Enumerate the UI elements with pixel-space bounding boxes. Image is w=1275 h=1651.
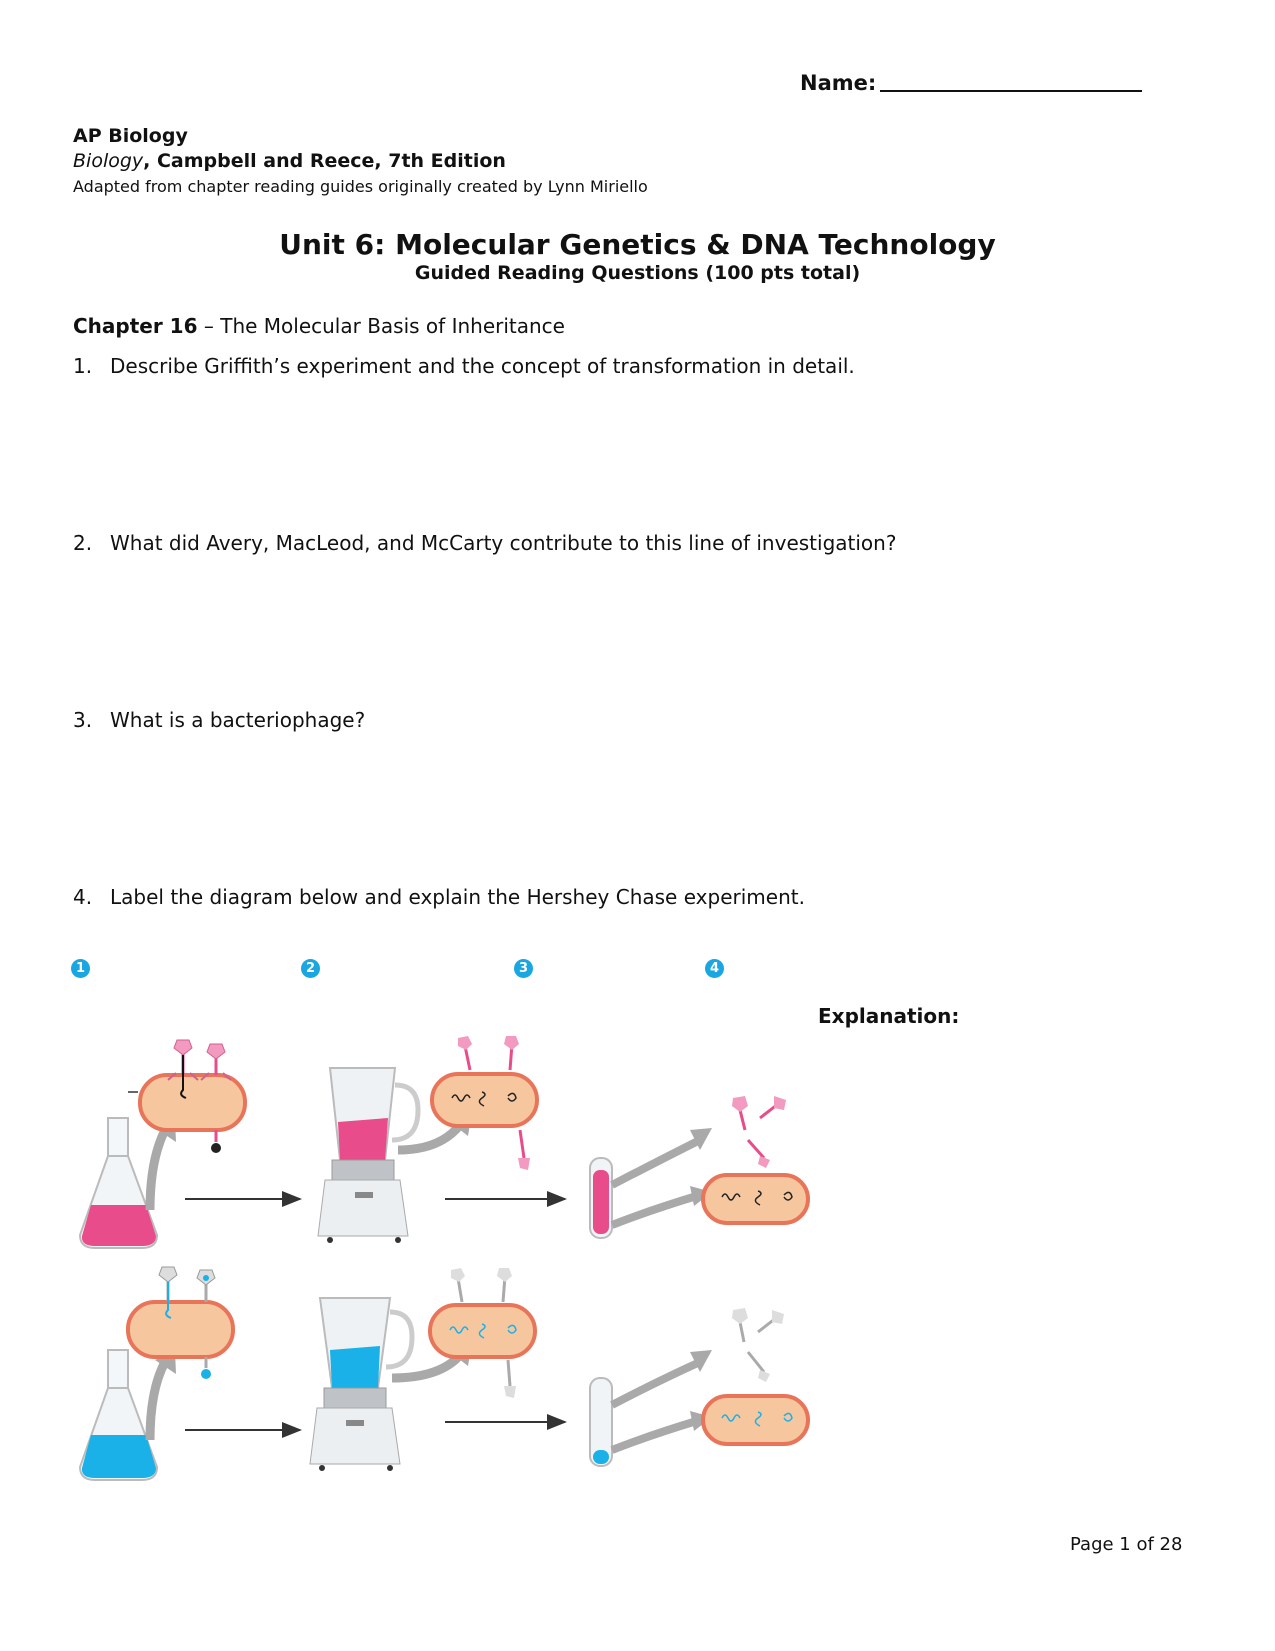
bacterium-icon xyxy=(430,1268,535,1398)
curved-arrow-icon xyxy=(612,1362,700,1405)
question-text: What did Avery, MacLeod, and McCarty contribute to this line of investigation? xyxy=(110,531,897,555)
question-3 xyxy=(73,708,365,732)
question-text: Label the diagram below and explain the Hershey Chase experiment. xyxy=(110,885,805,909)
curved-arrow-icon xyxy=(612,1195,700,1225)
page-number: Page 1 of 28 xyxy=(1070,1534,1183,1555)
phage-icon xyxy=(732,1308,748,1342)
name-label: Name: xyxy=(800,71,877,95)
bacterium-icon xyxy=(703,1396,808,1444)
phage-icon xyxy=(758,1310,784,1332)
book-title: Biology xyxy=(73,150,144,172)
textbook-citation xyxy=(73,150,506,172)
phage-icon xyxy=(748,1352,770,1382)
question-1 xyxy=(73,354,855,378)
phage-icon xyxy=(748,1140,770,1168)
name-blank-line[interactable] xyxy=(880,70,1142,92)
bacterium-with-phages xyxy=(128,1040,245,1153)
top-row-protein xyxy=(80,1036,808,1248)
phage-icon xyxy=(504,1036,519,1070)
chapter-label: Chapter 16 xyxy=(73,314,198,338)
bacterium-icon xyxy=(703,1175,808,1223)
phage-icon xyxy=(518,1130,530,1170)
curved-arrow-icon xyxy=(150,1362,165,1440)
bottom-row-dna xyxy=(80,1267,808,1480)
explanation-label: Explanation: xyxy=(818,1004,960,1028)
step-3-badge: 3 xyxy=(514,959,533,978)
curved-arrow-icon xyxy=(612,1420,700,1450)
curved-arrow-icon xyxy=(150,1130,165,1210)
phage-icon xyxy=(197,1270,215,1302)
step-4-badge: 4 xyxy=(705,959,724,978)
phage-icon xyxy=(760,1096,786,1118)
adaptation-credit: Adapted from chapter reading guides originally created by Lynn Miriello xyxy=(73,177,648,196)
question-number: 1. xyxy=(73,354,93,378)
question-number: 3. xyxy=(73,708,93,732)
test-tube-icon xyxy=(590,1378,612,1466)
step-2-badge: 2 xyxy=(301,959,320,978)
chapter-heading xyxy=(73,314,565,338)
question-4 xyxy=(73,885,805,909)
phage-icon xyxy=(497,1268,512,1302)
phage-icon xyxy=(458,1036,472,1070)
question-text: Describe Griffith’s experiment and the concept of transformation in detail. xyxy=(110,354,855,378)
blender-icon xyxy=(310,1298,412,1471)
question-number: 2. xyxy=(73,531,93,555)
flask-icon xyxy=(80,1118,157,1248)
name-field[interactable] xyxy=(800,70,1142,95)
phage-icon xyxy=(201,1357,211,1379)
page-subtitle: Guided Reading Questions (100 pts total) xyxy=(414,262,861,284)
course-title: AP Biology xyxy=(73,125,188,147)
curved-arrow-icon xyxy=(612,1140,700,1185)
phage-icon xyxy=(451,1268,465,1302)
phage-icon xyxy=(211,1130,221,1153)
bacterium-with-phages xyxy=(128,1267,233,1379)
book-authors: , Campbell and Reece, 7th Edition xyxy=(143,150,506,172)
bacterium-icon xyxy=(432,1036,537,1170)
question-number: 4. xyxy=(73,885,93,909)
question-text: What is a bacteriophage? xyxy=(110,708,366,732)
phage-icon xyxy=(732,1096,748,1130)
question-2 xyxy=(73,531,896,555)
test-tube-icon xyxy=(590,1158,612,1238)
curved-arrow-icon xyxy=(392,1355,460,1378)
blender-icon xyxy=(318,1068,418,1243)
step-1-badge: 1 xyxy=(71,959,90,978)
chapter-name: – The Molecular Basis of Inheritance xyxy=(197,314,565,338)
phage-icon xyxy=(504,1360,516,1398)
page-title: Unit 6: Molecular Genetics & DNA Technology xyxy=(279,228,996,261)
hershey-chase-diagram xyxy=(0,1000,850,1540)
flask-icon xyxy=(80,1350,157,1480)
